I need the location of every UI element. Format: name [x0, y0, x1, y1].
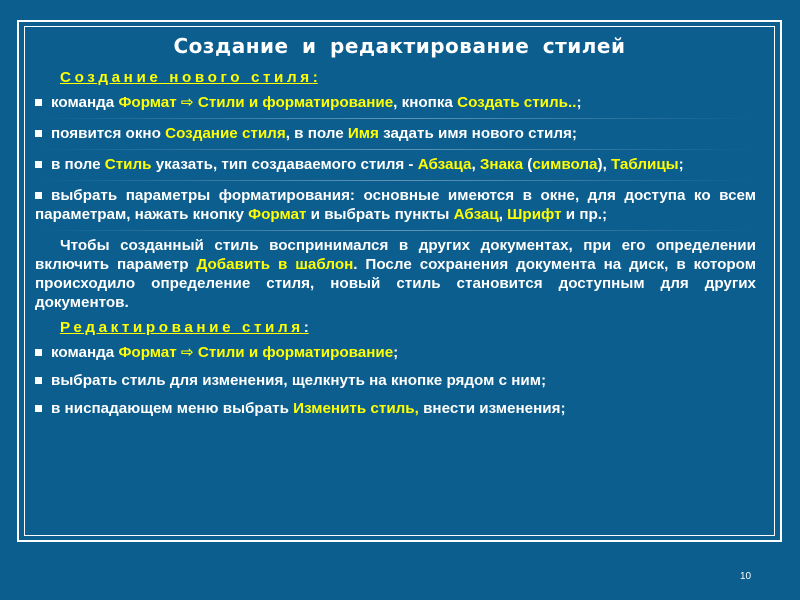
heading-colon: : [303, 319, 309, 336]
highlight-term: Абзац [453, 206, 499, 223]
text: Чтобы созданный стиль воспринимался в других документах, при его определении включить параметр [35, 237, 756, 273]
text: задать имя нового стиля; [378, 125, 577, 142]
slide-title: Создание и редактирование стилей [173, 34, 626, 58]
slide-content [35, 68, 756, 427]
text: команда [51, 94, 119, 111]
text: , [498, 206, 508, 223]
text: выбрать стиль для изменения, щелкнуть на кнопке рядом с ним; [51, 372, 547, 389]
separator-line [35, 230, 756, 231]
heading-colon: : [312, 69, 318, 86]
square-bullet-icon [35, 99, 42, 106]
list-item [35, 155, 756, 174]
text: внести изменения; [418, 400, 566, 417]
text: ; [678, 156, 684, 173]
highlight-term: Создание стиля [165, 125, 286, 142]
highlight-term: Стили и форматирование [197, 94, 394, 111]
list-item [35, 186, 756, 224]
highlight-term: Стили и форматирование [197, 344, 394, 361]
text: указать, тип создаваемого стиля - [151, 156, 418, 173]
square-bullet-icon [35, 161, 42, 168]
highlight-term: Формат [118, 94, 177, 111]
text: и пр.; [561, 206, 608, 223]
square-bullet-icon [35, 377, 42, 384]
arrow-icon: ⇨ [176, 344, 198, 361]
highlight-term: Добавить в шаблон [196, 256, 354, 273]
highlight-term: Стиль [104, 156, 152, 173]
square-bullet-icon [35, 192, 42, 199]
list-item [35, 124, 756, 143]
highlight-term: Изменить стиль, [293, 400, 419, 417]
separator-line [35, 149, 756, 150]
list-item [35, 93, 756, 112]
list-item [35, 343, 756, 362]
separator-line [35, 180, 756, 181]
highlight-term: символа [532, 156, 598, 173]
text: в поле [51, 156, 105, 173]
text: в ниспадающем меню выбрать [51, 400, 294, 417]
text: команда [51, 344, 119, 361]
text: ; [393, 344, 399, 361]
text: , в поле [285, 125, 348, 142]
square-bullet-icon [35, 130, 42, 137]
section-heading-create [35, 68, 756, 87]
highlight-term: Таблицы [611, 156, 679, 173]
text: и выбрать пункты [306, 206, 454, 223]
separator-line [35, 118, 756, 119]
paragraph-add-to-template [35, 236, 756, 312]
section-heading-create-text: Создание нового стиля [60, 69, 313, 86]
highlight-term: Абзаца [417, 156, 472, 173]
section-heading-edit-text: Редактирование стиля [60, 319, 304, 336]
highlight-term: Знака [479, 156, 524, 173]
highlight-term: Создать стиль.. [457, 94, 577, 111]
text: . После сохранения документа на диск, в котором происходило определение стиля, новый стиль становится доступным для других документов. [35, 256, 756, 311]
highlight-term: Имя [347, 125, 379, 142]
text: , [471, 156, 480, 173]
text: ( [523, 156, 533, 173]
highlight-term: Шрифт [507, 206, 562, 223]
text: ; [576, 94, 582, 111]
page-number: 10 [740, 571, 752, 582]
section-heading-edit [35, 318, 756, 337]
square-bullet-icon [35, 349, 42, 356]
arrow-icon: ⇨ [176, 94, 198, 111]
text: появится окно [51, 125, 166, 142]
highlight-term: Формат [118, 344, 177, 361]
text: выбрать параметры форматирования: основные имеются в окне, для доступа ко всем параметрам, нажать кнопку [35, 187, 756, 223]
list-item [35, 399, 756, 418]
square-bullet-icon [35, 405, 42, 412]
text: ), [597, 156, 612, 173]
text: , кнопка [393, 94, 458, 111]
list-item [35, 371, 756, 390]
highlight-term: Формат [248, 206, 307, 223]
